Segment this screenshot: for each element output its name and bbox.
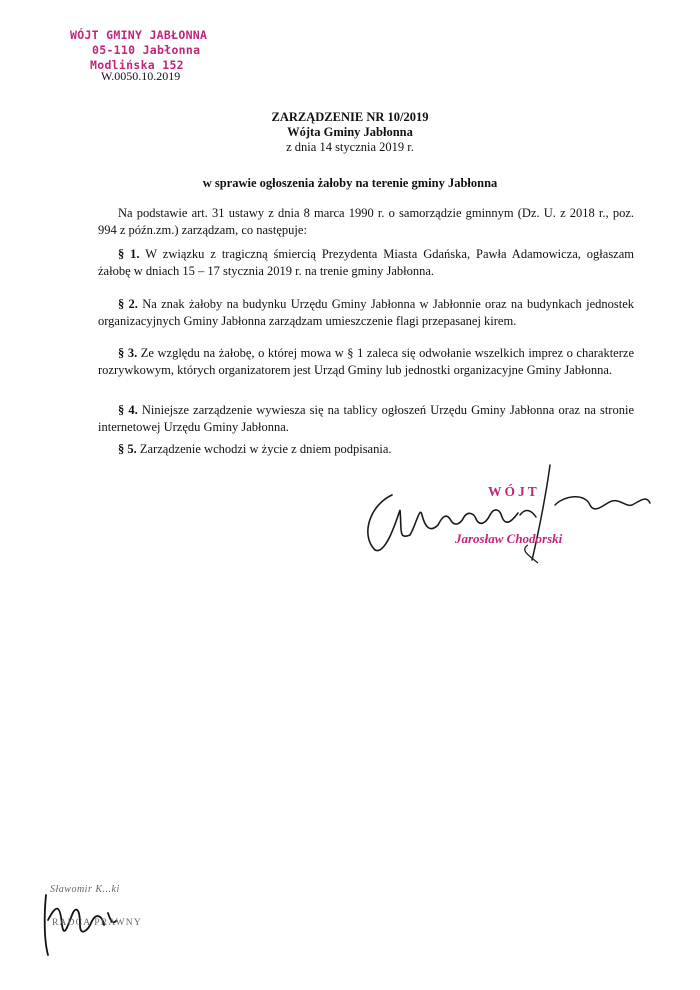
document-reference: W.0050.10.2019 <box>101 69 181 83</box>
intro-paragraph: Na podstawie art. 31 ustawy z dnia 8 marca 1990 r. o samorządzie gminnym (Dz. U. z 2018 r., poz. 994 z późn.zm.) zarządzam, co następuje: <box>98 206 634 237</box>
document-title: ZARZĄDZENIE NR 10/2019 <box>271 110 429 124</box>
document-date: z dnia 14 stycznia 2019 r. <box>286 140 414 154</box>
section-2 <box>98 296 634 329</box>
section-number: § 2. <box>118 297 138 311</box>
section-3 <box>98 345 634 378</box>
section-number: § 3. <box>118 346 138 360</box>
office-stamp <box>70 28 207 73</box>
legal-counsel-title: RADCA PRAWNY <box>52 918 142 928</box>
document-subject: w sprawie ogłoszenia żałoby na terenie gminy Jabłonna <box>202 176 498 190</box>
section-number: § 5. <box>118 442 137 456</box>
section-text: Na znak żałoby na budynku Urzędu Gminy Jabłonna w Jabłonnie oraz na budynkach jednostek organizacyjnych Gminy Jabłonna zarządzam umieszczenie flagi przepasanej kirem. <box>98 297 634 328</box>
document-issuer: Wójta Gminy Jabłonna <box>287 125 413 139</box>
section-number: § 1. <box>118 247 140 261</box>
section-4 <box>98 402 634 435</box>
document-header <box>0 110 700 155</box>
section-text: Niniejsze zarządzenie wywiesza się na tablicy ogłoszeń Urzędu Gminy Jabłonna oraz na stronie internetowej Urzędu Gminy Jabłonna. <box>98 403 634 434</box>
section-text: Zarządzenie wchodzi w życie z dniem podpisania. <box>139 442 392 456</box>
stamp-line-street: Modlińska 152 <box>90 58 184 72</box>
legal-counsel-name: Sławomir K...ki <box>50 884 120 895</box>
mayor-name-stamp: Jarosław Chodorski <box>455 531 563 546</box>
stamp-line-postcode: 05-110 Jabłonna <box>92 43 201 57</box>
section-text: W związku z tragiczną śmiercią Prezydenta Miasta Gdańska, Pawła Adamowicza, ogłaszam żałobę w dniach 15 – 17 stycznia 2019 r. na trenie gminy Jabłonna. <box>98 247 634 278</box>
section-text: Ze względu na żałobę, o której mowa w § 1 zaleca się odwołanie wszelkich imprez o charakterze rozrywkowym, których organizatorem jest Urząd Gminy lub jednostki organizacyjne Gminy Jabłonna. <box>98 346 634 377</box>
stamp-line-office: WÓJT GMINY JABŁONNA <box>70 28 208 42</box>
section-1 <box>98 246 634 279</box>
section-number: § 4. <box>118 403 138 417</box>
mayor-handwritten-signature <box>350 455 670 575</box>
mayor-title-stamp: WÓJT <box>488 484 540 499</box>
